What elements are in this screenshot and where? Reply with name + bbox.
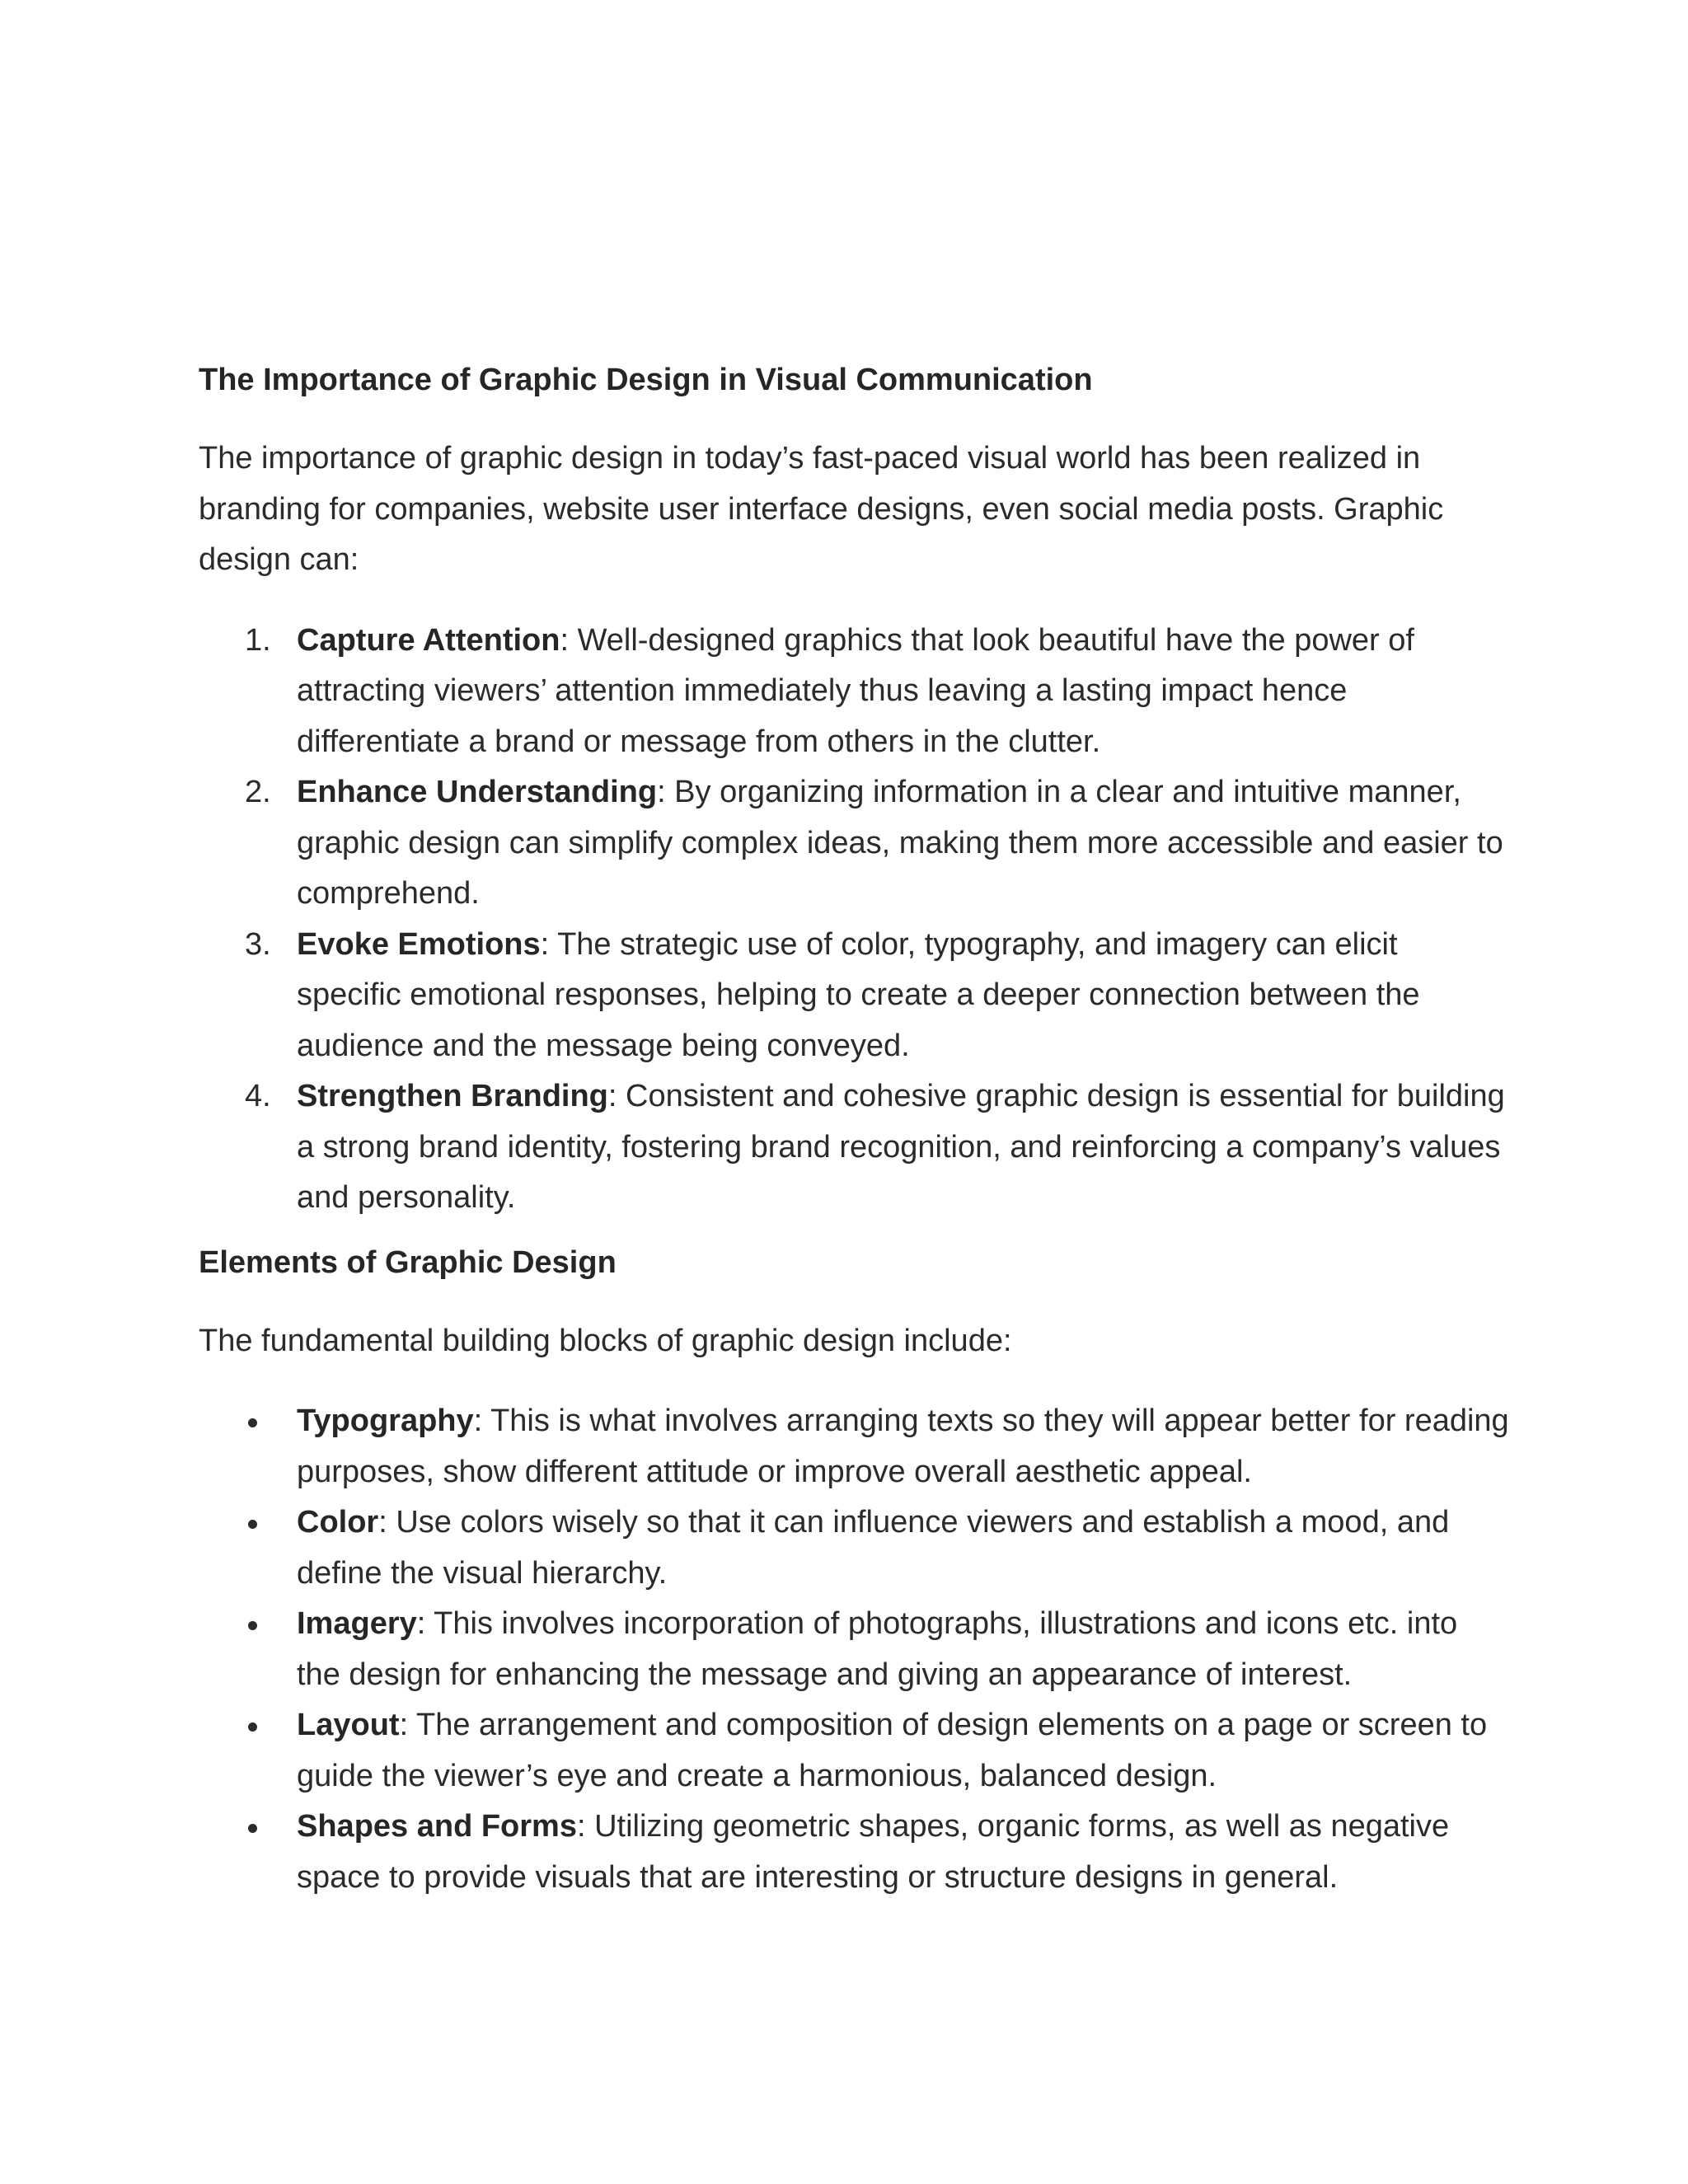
- document-page: [199, 359, 1509, 1916]
- list-number: 4.: [245, 1079, 271, 1113]
- list-number: 1.: [245, 622, 271, 658]
- list-item-text: : The arrangement and composition of design elements on a page or screen to guide the viewer’s eye and create a harmonious, balanced design.: [297, 1708, 1488, 1793]
- list-item-term: Enhance Understanding: [297, 775, 658, 809]
- benefits-numbered-list: [199, 616, 1509, 1224]
- bullet-icon: [248, 1824, 257, 1833]
- section-heading-importance: The Importance of Graphic Design in Visual Communication: [199, 363, 1093, 397]
- list-item-text: : Well-designed graphics that look beautiful have the power of attracting viewers’ attention immediately thus leaving a lasting impact hence differentiate a brand or message from others in the clutter.: [297, 622, 1414, 759]
- list-item-text: : Consistent and cohesive graphic design is essential for building a strong brand identity, fostering brand recognition, and reinforcing a company’s values and personality.: [297, 1079, 1505, 1215]
- bullet-icon: [248, 1722, 257, 1732]
- list-item-term: Typography: [297, 1404, 474, 1438]
- list-item-text: : This is what involves arranging texts so they will appear better for reading purposes, show different attitude or improve overall aesthetic appeal.: [297, 1404, 1509, 1489]
- list-item: [199, 767, 1509, 920]
- list-item-text: : Utilizing geometric shapes, organic forms, as well as negative space to provide visuals that are interesting or structure designs in general.: [297, 1809, 1450, 1895]
- list-item-term: Evoke Emotions: [297, 926, 541, 962]
- list-item: [199, 1396, 1509, 1497]
- list-item: [199, 616, 1509, 768]
- bullet-icon: [248, 1418, 257, 1427]
- elements-bullet-list: [199, 1396, 1509, 1903]
- list-item-term: Layout: [297, 1708, 400, 1742]
- list-number: 2.: [245, 775, 271, 809]
- list-item: [199, 1497, 1509, 1599]
- elements-intro-paragraph: The fundamental building blocks of graphic design include:: [199, 1323, 1012, 1358]
- list-item-term: Color: [297, 1505, 379, 1540]
- list-item-term: Shapes and Forms: [297, 1809, 577, 1844]
- list-item-term: Capture Attention: [297, 622, 560, 658]
- list-number: 3.: [245, 926, 271, 962]
- list-item: [199, 1802, 1509, 1903]
- bullet-icon: [248, 1621, 257, 1630]
- section-heading-elements: Elements of Graphic Design: [199, 1244, 617, 1280]
- list-item: [199, 920, 1509, 1072]
- bullet-icon: [248, 1520, 257, 1529]
- list-item-text: : This involves incorporation of photographs, illustrations and icons etc. into the design for enhancing the message and giving an appearance of interest.: [297, 1606, 1458, 1692]
- list-item: [199, 1700, 1509, 1802]
- list-item: [199, 1599, 1509, 1700]
- list-item: [199, 1071, 1509, 1224]
- list-item-text: : By organizing information in a clear and intuitive manner, graphic design can simplify complex ideas, making them more accessible and easier to comprehend.: [297, 775, 1503, 911]
- intro-paragraph: The importance of graphic design in today’s fast-paced visual world has been realized in branding for companies, website user interface designs, even social media posts. Graphic design can:: [199, 441, 1444, 577]
- list-item-term: Strengthen Branding: [297, 1079, 608, 1113]
- list-item-text: : Use colors wisely so that it can influence viewers and establish a mood, and define the visual hierarchy.: [297, 1505, 1450, 1591]
- list-item-term: Imagery: [297, 1606, 417, 1641]
- list-item-text: : The strategic use of color, typography, and imagery can elicit specific emotional responses, helping to create a deeper connection between the audience and the message being conveyed.: [297, 926, 1420, 1063]
